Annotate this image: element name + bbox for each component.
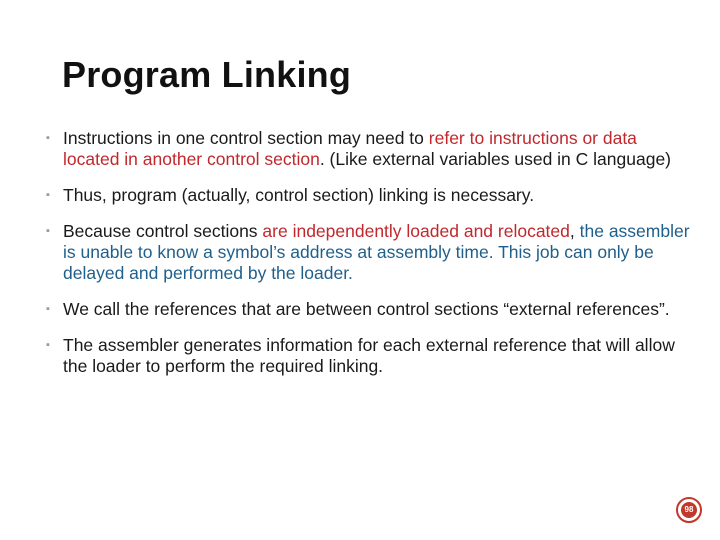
bullet-text-highlight-red: are independently loaded and relocated — [262, 221, 570, 241]
bullet-item-5 — [46, 335, 696, 377]
bullet-marker-icon: ▪ — [46, 225, 50, 237]
bullet-text: We call the references that are between control sections “external references”. — [63, 299, 670, 319]
bullet-text-highlight-red: refer to instructions or data located in another control section — [63, 128, 637, 169]
bullet-marker-icon: ▪ — [46, 303, 50, 315]
bullet-item-2 — [46, 185, 696, 206]
bullet-text: . (Like external variables used in C language) — [319, 149, 671, 169]
bullet-marker-icon: ▪ — [46, 132, 50, 144]
bullet-text: Because control sections — [63, 221, 263, 241]
bullet-marker-icon: ▪ — [46, 339, 50, 351]
bullet-item-1 — [46, 128, 696, 170]
page-number: 98 — [681, 502, 697, 518]
bullet-text-highlight-blue: the assembler is unable to know a symbol’s address at assembly time. This job can only be delayed and performed by the loader. — [63, 221, 690, 283]
bullet-list — [46, 128, 696, 392]
bullet-item-4 — [46, 299, 696, 320]
bullet-text: The assembler generates information for each external reference that will allow the loader to perform the required linking. — [63, 335, 675, 376]
bullet-marker-icon: ▪ — [46, 189, 50, 201]
bullet-item-3 — [46, 221, 696, 284]
bullet-text: , — [569, 221, 580, 241]
slide-title: Program Linking — [62, 54, 352, 95]
page-number-badge — [676, 497, 702, 523]
bullet-text: Thus, program (actually, control section) linking is necessary. — [63, 185, 535, 205]
bullet-text: Instructions in one control section may need to — [63, 128, 429, 148]
